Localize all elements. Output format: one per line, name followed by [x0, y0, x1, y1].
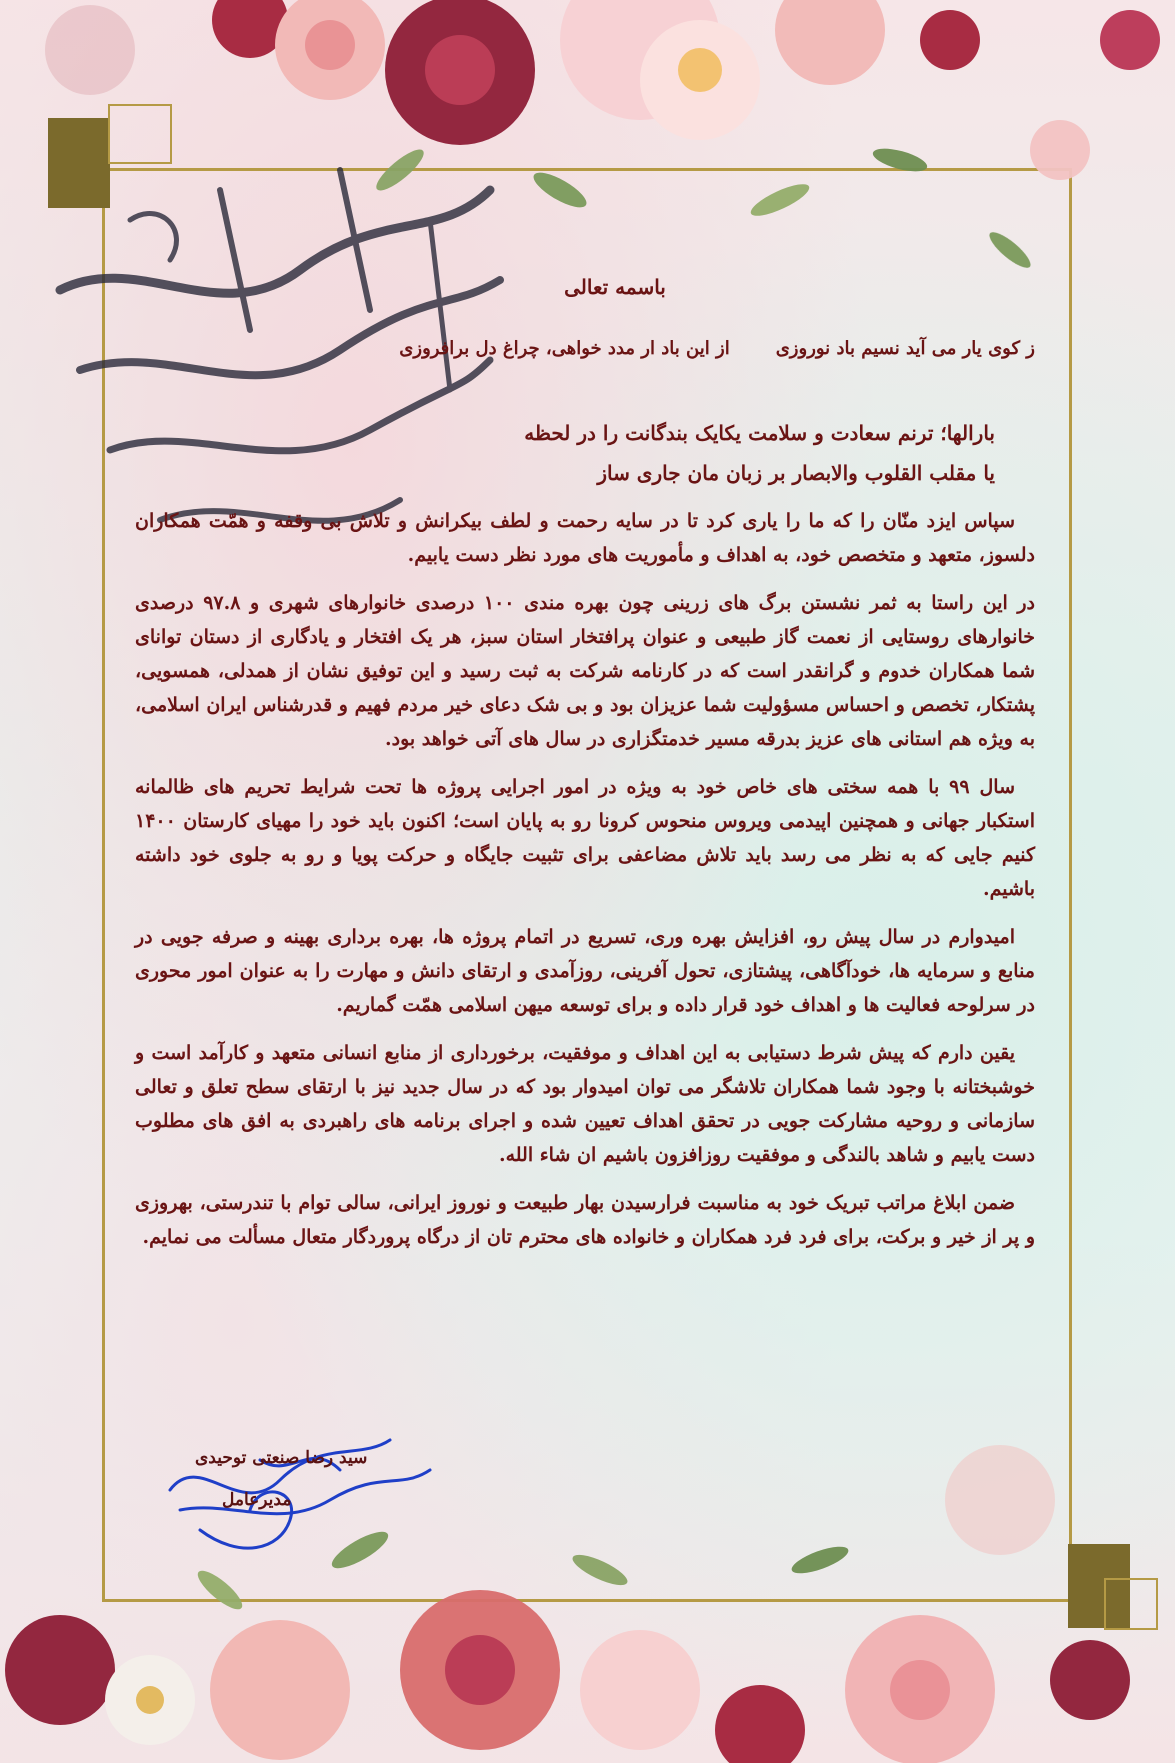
verse-second-hemistich: از این باد ار مدد خواهی، چراغ دل برافروزی — [399, 338, 730, 359]
letter-body — [135, 270, 1035, 1254]
paragraph-1: سپاس ایزد منّان را که ما را یاری کرد تا در سایه رحمت و لطف بیکرانش و تلاش بی وقفه و همّت همکاران دلسوز، متعهد و متخصص خود، به اهداف و مأموریت های مورد نظر دست یابیم. — [135, 510, 1035, 566]
letter-heading: باسمه تعالی — [564, 275, 666, 299]
prayer-line-2: یا مقلب القلوب والابصار بر زبان مان جاری ساز — [597, 461, 995, 485]
verse-first-hemistich: ز کوی یار می آید نسیم باد نوروزی — [775, 338, 1035, 359]
paragraph-4: امیدوارم در سال پیش رو، افزایش بهره وری، تسریع در اتمام پروژه ها، بهره برداری بهینه و صرفه جویی در منابع و سرمایه ها، خودآگاهی، پیشتازی، تحول آفرینی، روزآمدی و ارتقای دانش و مهارت را به عنوان امور محوری در سرلوحه فعالیت ها و اهداف خود قرار داده و برای توسعه میهن اسلامی همّت گماریم. — [135, 926, 1035, 1016]
signatory-role: مدیرعامل — [222, 1490, 292, 1510]
paragraph-6: ضمن ابلاغ مراتب تبریک خود به مناسبت فرارسیدن بهار طبیعت و نوروز ایرانی، سالی توام با تندرستی، بهروزی و پر از خیر و برکت، برای فرد فرد همکاران و خانواده های محترم تان از درگاه پروردگار متعال مسألت می نمایم. — [135, 1192, 1035, 1248]
signatory-name: سید رضا صنعتی توحیدی — [195, 1448, 368, 1468]
poem-verse — [135, 332, 1035, 366]
paragraph-3: سال ۹۹ با همه سختی های خاص خود به ویژه در امور اجرایی پروژه ها تحت شرایط تحریم های ظالمانه استکبار جهانی و همچنین اپیدمی ویروس منحوس کرونا رو به پایان است؛ اکنون باید خود را مهیای کارستان ۱۴۰۰ کنیم جایی که به نظر می رسد باید تلاش مضاعفی برای تثبیت جایگاه و حرکت پویا و رو به جلوی خود داشته باشیم. — [135, 776, 1035, 900]
paragraph-5: یقین دارم که پیش شرط دستیابی به این اهداف و موفقیت، برخورداری از منابع انسانی متعهد و کارآمد است و خوشبختانه با وجود شما همکاران تلاشگر می توان امیدوار بود که در سال جدید نیز با ارتقای سطح تعلق و تعالی سازمانی و روحیه مشارکت جویی در تحقق اهداف تعیین شده و اجرای برنامه های راهبردی به افق های مطلوب دست یابیم و شاهد بالندگی و موفقیت روزافزون باشیم ان شاء الله. — [135, 1042, 1035, 1166]
prayer-line-1: بارالها؛ ترنم سعادت و سلامت یکایک بندگانت را در لحظه — [524, 421, 995, 445]
paragraph-2: در این راستا به ثمر نشستن برگ های زرینی چون بهره مندی ۱۰۰ درصدی خانوارهای شهری و ۹۷.۸ درصدی خانوارهای روستایی از نعمت گاز طبیعی و عنوان پرافتخار استان سبز، هر یک افتخار و یادگاری از دستان توانای شما همکاران خدوم و گرانقدر است که در کارنامه شرکت به ثبت رسید و این توفیق نشان از همدلی، همسویی، پشتکار، تخصص و احساس مسؤولیت شما عزیزان بود و بی شک دعای خیر مردم فهیم و قدرشناس ایران اسلامی، به ویژه هم استانی های عزیز بدرقه مسیر خدمتگزاری در سال های آتی خواهد بود. — [135, 592, 1035, 750]
